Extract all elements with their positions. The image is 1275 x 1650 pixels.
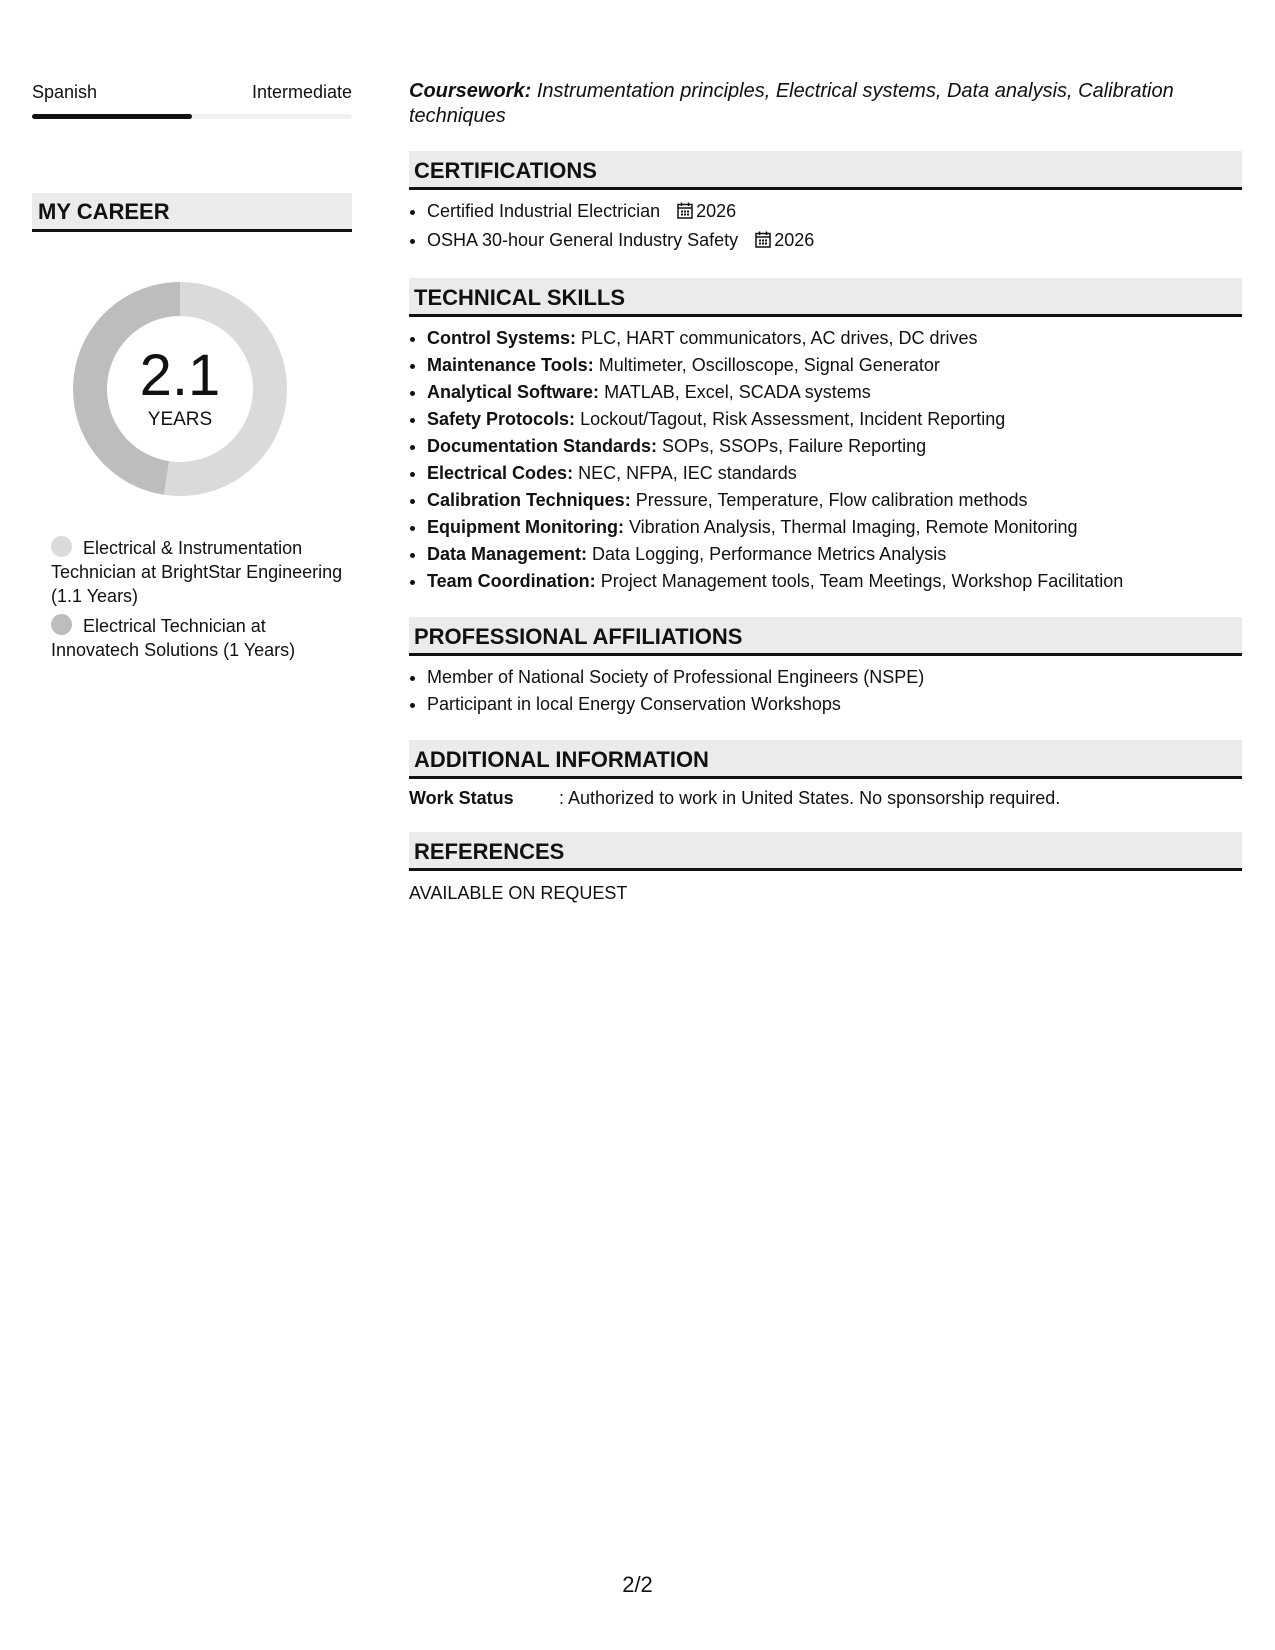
calendar-icon bbox=[755, 229, 771, 256]
career-donut-center bbox=[67, 276, 293, 502]
career-years-unit: YEARS bbox=[147, 409, 213, 430]
work-status-value: : Authorized to work in United States. No sponsorship required. bbox=[559, 788, 1061, 808]
career-item bbox=[51, 536, 351, 608]
career-donut-chart bbox=[67, 276, 293, 502]
affiliation-item: • Member of National Society of Professional Engineers (NSPE) bbox=[427, 664, 1242, 691]
certification-item bbox=[427, 227, 1242, 256]
skill-value: Multimeter, Oscilloscope, Signal Generator bbox=[598, 355, 940, 375]
technical-skills-title: TECHNICAL SKILLS bbox=[409, 278, 1242, 317]
affiliations-title: PROFESSIONAL AFFILIATIONS bbox=[409, 617, 1242, 656]
work-status-row bbox=[409, 786, 1242, 810]
coursework bbox=[409, 79, 1242, 129]
career-item-text: Electrical Technician at Innovatech Solutions (1 Years) bbox=[51, 616, 296, 660]
skill-item bbox=[427, 406, 1242, 433]
work-status-label: Work Status bbox=[409, 788, 514, 808]
calendar-icon bbox=[677, 200, 693, 227]
skill-value: Data Logging, Performance Metrics Analysis bbox=[592, 544, 947, 564]
skill-label: Safety Protocols: bbox=[427, 409, 576, 429]
coursework-label: Coursework: bbox=[409, 80, 532, 102]
references-text: AVAILABLE ON REQUEST bbox=[409, 883, 628, 903]
certification-name: OSHA 30-hour General Industry Safety bbox=[427, 230, 739, 250]
skill-label: Electrical Codes: bbox=[427, 463, 574, 483]
coursework-text: Instrumentation principles, Electrical systems, Data analysis, Calibration techniques bbox=[409, 80, 1174, 127]
language-level: Intermediate bbox=[251, 82, 352, 102]
certification-item bbox=[427, 198, 1242, 227]
certifications-list bbox=[409, 198, 1242, 256]
sidebar bbox=[32, 80, 352, 668]
skill-item bbox=[427, 541, 1242, 568]
affiliations-list bbox=[409, 664, 1242, 718]
certification-name: Certified Industrial Electrician bbox=[427, 201, 661, 221]
skill-label: Team Coordination: bbox=[427, 571, 596, 591]
skill-item bbox=[427, 352, 1242, 379]
language-proficiency-fill bbox=[32, 114, 192, 119]
career-item-text: Electrical & Instrumentation Technician at BrightStar Engineering (1.1 Years) bbox=[51, 538, 343, 606]
language-name: Spanish bbox=[32, 82, 98, 102]
skill-value: Project Management tools, Team Meetings, Workshop Facilitation bbox=[600, 571, 1124, 591]
career-legend-dot bbox=[51, 536, 72, 557]
main-content bbox=[409, 79, 1242, 905]
technical-skills-list bbox=[409, 325, 1242, 595]
certification-year: 2026 bbox=[774, 230, 815, 250]
affiliation-item: • Participant in local Energy Conservation Workshops bbox=[427, 691, 1242, 718]
skill-label: Documentation Standards: bbox=[427, 436, 658, 456]
references-title: REFERENCES bbox=[409, 832, 1242, 871]
certifications-title: CERTIFICATIONS bbox=[409, 151, 1242, 190]
skill-item bbox=[427, 433, 1242, 460]
skill-label: Calibration Techniques: bbox=[427, 490, 631, 510]
skill-label: Analytical Software: bbox=[427, 382, 600, 402]
skill-value: NEC, NFPA, IEC standards bbox=[578, 463, 797, 483]
skill-item bbox=[427, 514, 1242, 541]
skill-value: SOPs, SSOPs, Failure Reporting bbox=[662, 436, 927, 456]
language-proficiency-bar bbox=[32, 114, 352, 119]
skill-item bbox=[427, 379, 1242, 406]
skill-value: Lockout/Tagout, Risk Assessment, Incident Reporting bbox=[580, 409, 1006, 429]
skill-item bbox=[427, 460, 1242, 487]
language-row bbox=[32, 80, 352, 104]
career-item bbox=[51, 614, 351, 662]
career-legend-dot bbox=[51, 614, 72, 635]
page-number: 2/2 bbox=[622, 1572, 653, 1597]
skill-label: Equipment Monitoring: bbox=[427, 517, 624, 537]
skill-value: Vibration Analysis, Thermal Imaging, Remote Monitoring bbox=[628, 517, 1078, 537]
skill-item bbox=[427, 325, 1242, 352]
skill-value: PLC, HART communicators, AC drives, DC drives bbox=[581, 328, 978, 348]
skill-value: Pressure, Temperature, Flow calibration methods bbox=[635, 490, 1028, 510]
career-total-years: 2.1 bbox=[139, 343, 221, 408]
career-section-title: MY CAREER bbox=[32, 193, 352, 232]
additional-info-title: ADDITIONAL INFORMATION bbox=[409, 740, 1242, 779]
skill-label: Data Management: bbox=[427, 544, 588, 564]
skill-value: MATLAB, Excel, SCADA systems bbox=[604, 382, 871, 402]
skill-item bbox=[427, 568, 1242, 595]
skill-label: Maintenance Tools: bbox=[427, 355, 594, 375]
skill-label: Control Systems: bbox=[427, 328, 577, 348]
skill-item bbox=[427, 487, 1242, 514]
career-list bbox=[32, 536, 351, 662]
certification-year: 2026 bbox=[696, 201, 737, 221]
